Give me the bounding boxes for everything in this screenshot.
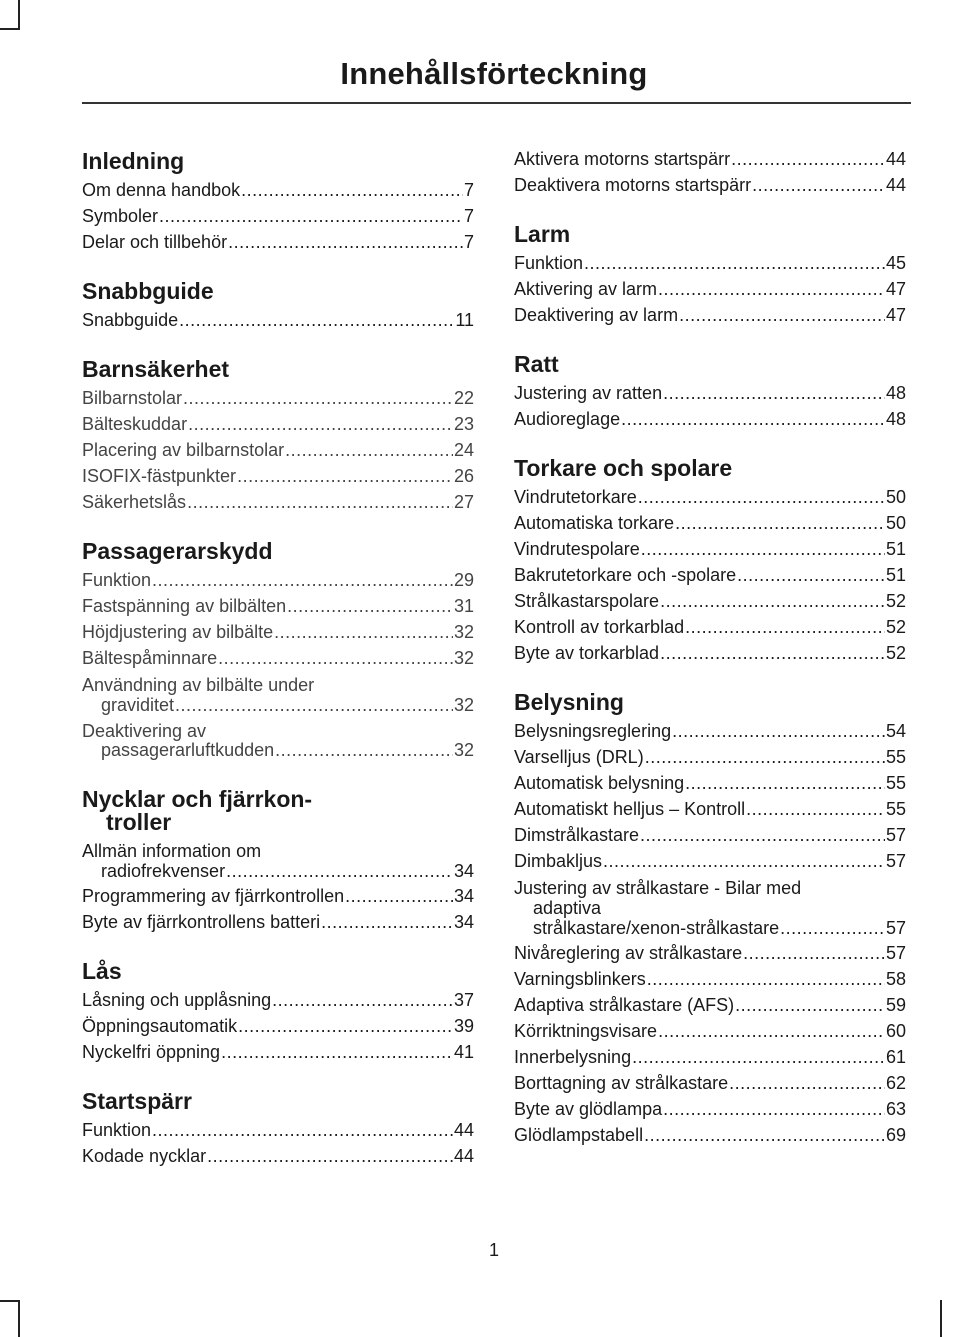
toc-entry[interactable]: Innerbelysning ..... 61 [514, 1046, 906, 1068]
toc-entry[interactable]: Adaptiva strålkastare (AFS) ..... 59 [514, 994, 906, 1016]
toc-entry[interactable]: Glödlampstabell ..... 69 [514, 1124, 906, 1146]
crop-mark [940, 1300, 942, 1337]
toc-entry[interactable]: strålkastare/xenon-strålkastare ..... 57 [533, 917, 906, 939]
toc-entry[interactable]: Dimbakljus ..... 57 [514, 850, 906, 872]
toc-entry[interactable]: radiofrekvenser ..... 34 [101, 860, 474, 882]
toc-entry-line: adaptiva [533, 898, 602, 918]
title-rule [82, 102, 911, 104]
toc-entry[interactable]: Dimstrålkastare ..... 57 [514, 824, 906, 846]
crop-mark [0, 28, 20, 30]
toc-entry[interactable]: Automatisk belysning ..... 55 [514, 772, 906, 794]
section-heading: Inledning [82, 148, 185, 174]
toc-entry[interactable]: Bälteskuddar ..... 23 [82, 413, 474, 435]
toc-entry[interactable]: Byte av fjärrkontrollens batteri ..... 34 [82, 911, 474, 933]
toc-entry[interactable]: Delar och tillbehör ..... 7 [82, 231, 474, 253]
section-heading-cont: troller [106, 809, 172, 835]
toc-entry[interactable]: Symboler ..... 7 [82, 205, 474, 227]
toc-entry[interactable]: Bilbarnstolar ..... 22 [82, 387, 474, 409]
toc-entry[interactable]: ISOFIX-fästpunkter ..... 26 [82, 465, 474, 487]
page-title: Innehållsförteckning [340, 56, 648, 91]
toc-entry[interactable]: Bakrutetorkare och -spolare ..... 51 [514, 564, 906, 586]
toc-entry[interactable]: Om denna handbok ..... 7 [82, 179, 474, 201]
toc-entry[interactable]: Vindrutetorkare ..... 50 [514, 486, 906, 508]
section-heading: Belysning [514, 689, 624, 715]
toc-entry[interactable]: Nyckelfri öppning ..... 41 [82, 1041, 474, 1063]
toc-entry[interactable]: Kontroll av torkarblad ..... 52 [514, 616, 906, 638]
toc-entry[interactable]: Deaktivera motorns startspärr ..... 44 [514, 174, 906, 196]
toc-entry[interactable]: Programmering av fjärrkontrollen ..... 34 [82, 885, 474, 907]
crop-mark [18, 0, 20, 30]
toc-entry[interactable]: Öppningsautomatik ..... 39 [82, 1015, 474, 1037]
toc-entry-line: Deaktivering av [82, 721, 207, 741]
toc-entry[interactable]: Varselljus (DRL) ..... 55 [514, 746, 906, 768]
toc-entry[interactable]: Justering av ratten ..... 48 [514, 382, 906, 404]
section-heading: Barnsäkerhet [82, 356, 230, 382]
section-heading: Torkare och spolare [514, 455, 733, 481]
toc-entry[interactable]: Automatiskt helljus – Kontroll ..... 55 [514, 798, 906, 820]
toc-entry[interactable]: Funktion ..... 45 [514, 252, 906, 274]
section-heading: Snabbguide [82, 278, 214, 304]
section-heading: Passagerarskydd [82, 538, 273, 564]
crop-mark [18, 1300, 20, 1337]
page-number: 1 [488, 1240, 499, 1260]
toc-entry[interactable]: Varningsblinkers ..... 58 [514, 968, 906, 990]
toc-entry[interactable]: Byte av glödlampa ..... 63 [514, 1098, 906, 1120]
toc-entry[interactable]: Strålkastarspolare ..... 52 [514, 590, 906, 612]
section-heading: Ratt [514, 351, 559, 377]
toc-entry[interactable]: Snabbguide ..... 11 [82, 309, 474, 331]
section-heading: Nycklar och fjärrkon- [82, 786, 313, 812]
toc-entry[interactable]: Höjdjustering av bilbälte ..... 32 [82, 621, 474, 643]
section-heading: Startspärr [82, 1088, 192, 1114]
section-heading: Lås [82, 958, 122, 984]
toc-entry[interactable]: Kodade nycklar ..... 44 [82, 1145, 474, 1167]
toc-entry[interactable]: Körriktningsvisare ..... 60 [514, 1020, 906, 1042]
toc-entry[interactable]: passagerarluftkudden ..... 32 [101, 739, 474, 761]
toc-entry[interactable]: Bältespåminnare ..... 32 [82, 647, 474, 669]
toc-entry[interactable]: Låsning och upplåsning ..... 37 [82, 989, 474, 1011]
toc-entry[interactable]: Automatiska torkare ..... 50 [514, 512, 906, 534]
toc-entry[interactable]: Vindrutespolare ..... 51 [514, 538, 906, 560]
toc-entry[interactable]: Fastspänning av bilbälten ..... 31 [82, 595, 474, 617]
toc-entry[interactable]: Deaktivering av larm ..... 47 [514, 304, 906, 326]
toc-entry[interactable]: Funktion ..... 29 [82, 569, 474, 591]
toc-entry[interactable]: Funktion ..... 44 [82, 1119, 474, 1141]
toc-entry[interactable]: Byte av torkarblad ..... 52 [514, 642, 906, 664]
toc-entry[interactable]: Audioreglage ..... 48 [514, 408, 906, 430]
toc-entry[interactable]: Borttagning av strålkastare ..... 62 [514, 1072, 906, 1094]
toc-entry[interactable]: Aktivering av larm ..... 47 [514, 278, 906, 300]
toc-entry[interactable]: Belysningsreglering ..... 54 [514, 720, 906, 742]
toc-entry[interactable]: Placering av bilbarnstolar ..... 24 [82, 439, 474, 461]
toc-entry-line: Justering av strålkastare - Bilar med [514, 878, 802, 898]
crop-mark [0, 1300, 20, 1302]
toc-entry-line: Allmän information om [82, 841, 262, 861]
toc-entry-line: Användning av bilbälte under [82, 675, 315, 695]
section-heading: Larm [514, 221, 571, 247]
toc-entry[interactable]: graviditet ..... 32 [101, 694, 474, 716]
toc-entry[interactable]: Aktivera motorns startspärr ..... 44 [514, 148, 906, 170]
toc-entry[interactable]: Säkerhetslås ..... 27 [82, 491, 474, 513]
toc-entry[interactable]: Nivåreglering av strålkastare ..... 57 [514, 942, 906, 964]
